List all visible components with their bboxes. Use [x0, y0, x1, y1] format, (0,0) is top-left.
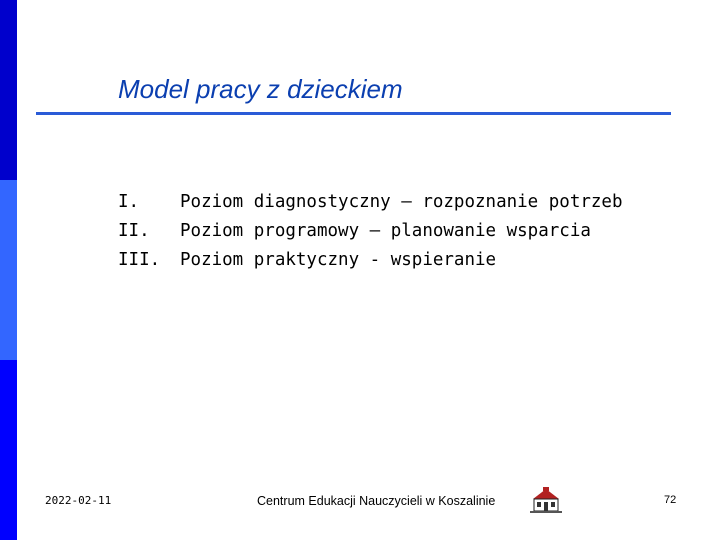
list-item-text: Poziom programowy – planowanie wsparcia	[180, 221, 591, 241]
title-underline	[36, 112, 671, 115]
list-item-number: II.	[118, 221, 150, 241]
page-number: 72	[664, 494, 677, 506]
list-item	[118, 217, 623, 246]
list-item-text: Poziom diagnostyczny – rozpoznanie potrzeb	[180, 192, 623, 212]
school-building-icon	[529, 487, 563, 515]
list-item	[118, 246, 623, 275]
footer-organization: Centrum Edukacji Nauczycieli w Koszalinie	[257, 494, 496, 508]
list-item-number: I.	[118, 192, 140, 212]
list-item	[118, 188, 623, 217]
footer-date: 2022-02-11	[45, 494, 112, 507]
numbered-list	[118, 188, 623, 275]
list-item-text: Poziom praktyczny - wspieranie	[180, 250, 497, 270]
side-bar-bottom	[0, 360, 17, 540]
side-bar-top	[0, 0, 17, 180]
slide-title: Model pracy z dzieckiem	[118, 74, 403, 104]
side-bar-middle	[0, 180, 17, 360]
list-item-number: III.	[118, 250, 161, 270]
